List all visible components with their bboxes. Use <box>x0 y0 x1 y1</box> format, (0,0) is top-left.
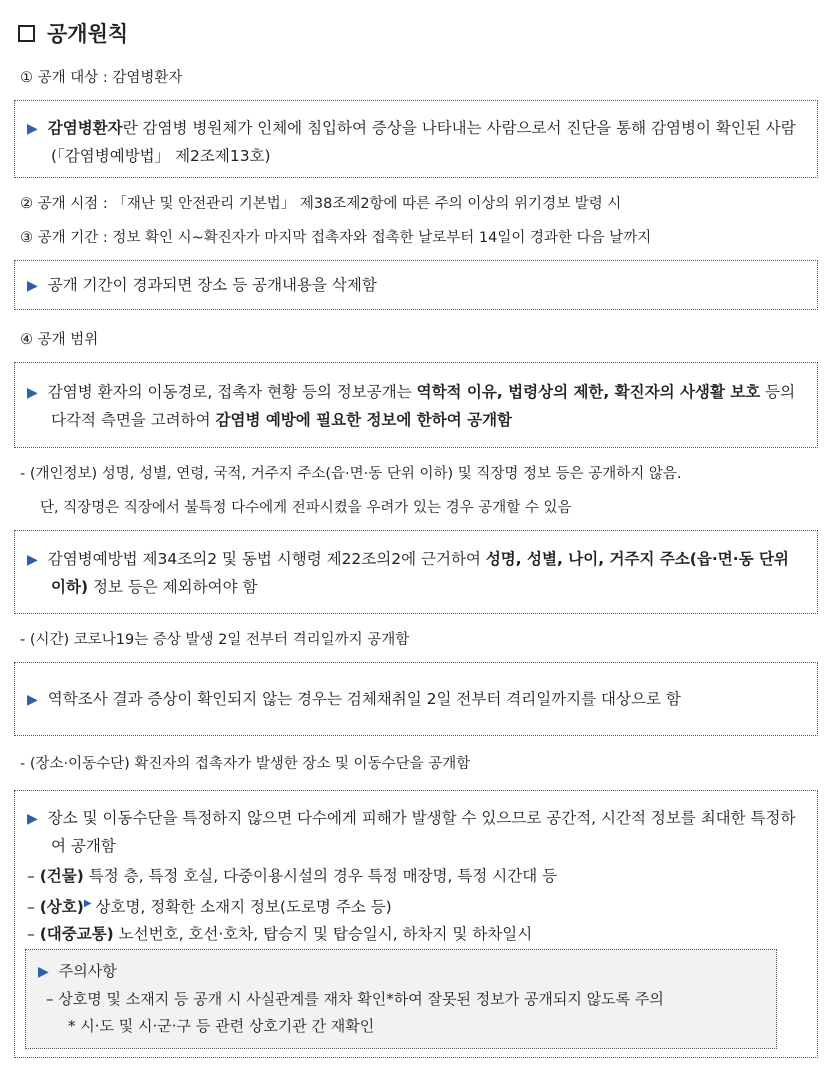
item-target: ① 공개 대상 : 감염병환자 <box>20 70 183 86</box>
triangle-right-icon: ▶ <box>38 964 49 980</box>
caution-line-1: – 상호명 및 소재지 등 공개 시 사실관계를 재차 확인*하여 잘못된 정보가 공개되지 않도록 주의 <box>46 990 664 1008</box>
triangle-right-icon: ▶ <box>27 121 38 137</box>
section-title <box>18 18 128 48</box>
triangle-right-icon: ▶ <box>27 811 38 827</box>
caution-note-box <box>25 949 777 1049</box>
box-period-note <box>14 260 818 310</box>
scope-text-1: 감염병 환자의 이동경로, 접촉자 현황 등의 정보공개는 <box>47 383 417 401</box>
box-place-transport <box>14 790 818 1058</box>
sub-business: – (상호)▶ 상호명, 정확한 소재지 정보(도로명 주소 등) <box>27 898 392 917</box>
sub-building: – (건물) 특정 층, 특정 호실, 다중이용시설의 경우 특정 매장명, 특정 시간대 등 <box>27 867 558 885</box>
sub-business-label: (상호) <box>39 898 84 917</box>
period-note-text: 공개 기간이 경과되면 장소 등 공개내용을 삭제함 <box>47 276 377 294</box>
box-time-note <box>14 662 818 736</box>
sub-transport: – (대중교통) 노선번호, 호선·호차, 탑승지 및 탑승일시, 하차지 및 하차일시 <box>27 925 533 944</box>
dash-time: - (시간) 코로나19는 증상 발생 2일 전부터 격리일까지 공개함 <box>20 632 410 648</box>
box-personal-exclusion <box>14 530 818 614</box>
triangle-right-icon: ▶ <box>83 898 92 909</box>
scope-text-2: 등의 다각적 측면을 고려하여 <box>51 383 796 429</box>
time-note-text: 역학조사 결과 증상이 확인되지 않는 경우는 검체채취일 2일 전부터 격리일까지를 대상으로 함 <box>47 690 681 708</box>
item-period: ③ 공개 기간 : 정보 확인 시~확진자가 마지막 접촉자와 접촉한 날로부터 14일이 경과한 다음 날까지 <box>20 230 652 246</box>
box-patient-definition <box>14 100 818 178</box>
place-main-text: 장소 및 이동수단을 특정하지 않으면 다수에게 피해가 발생할 수 있으므로 공간적, 시간적 정보를 최대한 특정하여 공개함 <box>47 809 796 855</box>
sub-business-text: 상호명, 정확한 소재지 정보(도로명 주소 등) <box>95 898 392 917</box>
triangle-right-icon: ▶ <box>27 692 38 708</box>
sub-transport-text: 노선번호, 호선·호차, 탑승지 및 탑승일시, 하차지 및 하차일시 <box>113 925 533 944</box>
exclusion-text-2: 정보 등은 제외하여야 함 <box>88 578 258 596</box>
definition-text: 란 감염병 병원체가 인체에 침입하여 증상을 나타내는 사람으로서 진단을 통해 감염병이 확인된 사람(「감염병예방법」 제2조제13호) <box>51 119 796 165</box>
section-title-text: 공개원칙 <box>47 22 129 46</box>
item-timing: ② 공개 시점 : 「재난 및 안전관리 기본법」 제38조제2항에 따른 주의 이상의 위기경보 발령 시 <box>20 196 622 212</box>
caution-title: 주의사항 <box>58 962 117 980</box>
box-scope-principle <box>14 362 818 448</box>
triangle-right-icon: ▶ <box>27 552 38 568</box>
scope-bold-1: 역학적 이유, 법령상의 제한, 확진자의 사생활 보호 <box>416 383 761 401</box>
dash-personal-info-exception: 단, 직장명은 직장에서 불특정 다수에게 전파시켰을 우려가 있는 경우 공개할 수 있음 <box>40 500 572 516</box>
sub-building-text: 특정 층, 특정 호실, 다중이용시설의 경우 특정 매장명, 특정 시간대 등 <box>83 867 558 885</box>
dash-personal-info: - (개인정보) 성명, 성별, 연령, 국적, 거주지 주소(읍·면·동 단위 이하) 및 직장명 정보 등은 공개하지 않음. <box>20 466 682 482</box>
square-icon <box>18 25 35 42</box>
dash-place: - (장소·이동수단) 확진자의 접촉자가 발생한 장소 및 이동수단을 공개함 <box>20 756 471 772</box>
exclusion-bold: 성명, 성별, 나이, 거주지 주소(읍·면·동 단위 이하) <box>51 550 789 596</box>
triangle-right-icon: ▶ <box>27 385 38 401</box>
sub-transport-label: (대중교통) <box>39 925 114 944</box>
scope-bold-2: 감염병 예방에 필요한 정보에 한하여 공개함 <box>215 411 513 429</box>
item-scope: ④ 공개 범위 <box>20 332 99 348</box>
term-bold: 감염병환자 <box>47 119 123 137</box>
exclusion-text-1: 감염병예방법 제34조의2 및 동법 시행령 제22조의2에 근거하여 <box>47 550 486 568</box>
sub-building-label: (건물) <box>39 867 84 885</box>
caution-line-2: * 시·도 및 시·군·구 등 관련 상호기관 간 재확인 <box>68 1017 375 1035</box>
triangle-right-icon: ▶ <box>27 278 38 294</box>
